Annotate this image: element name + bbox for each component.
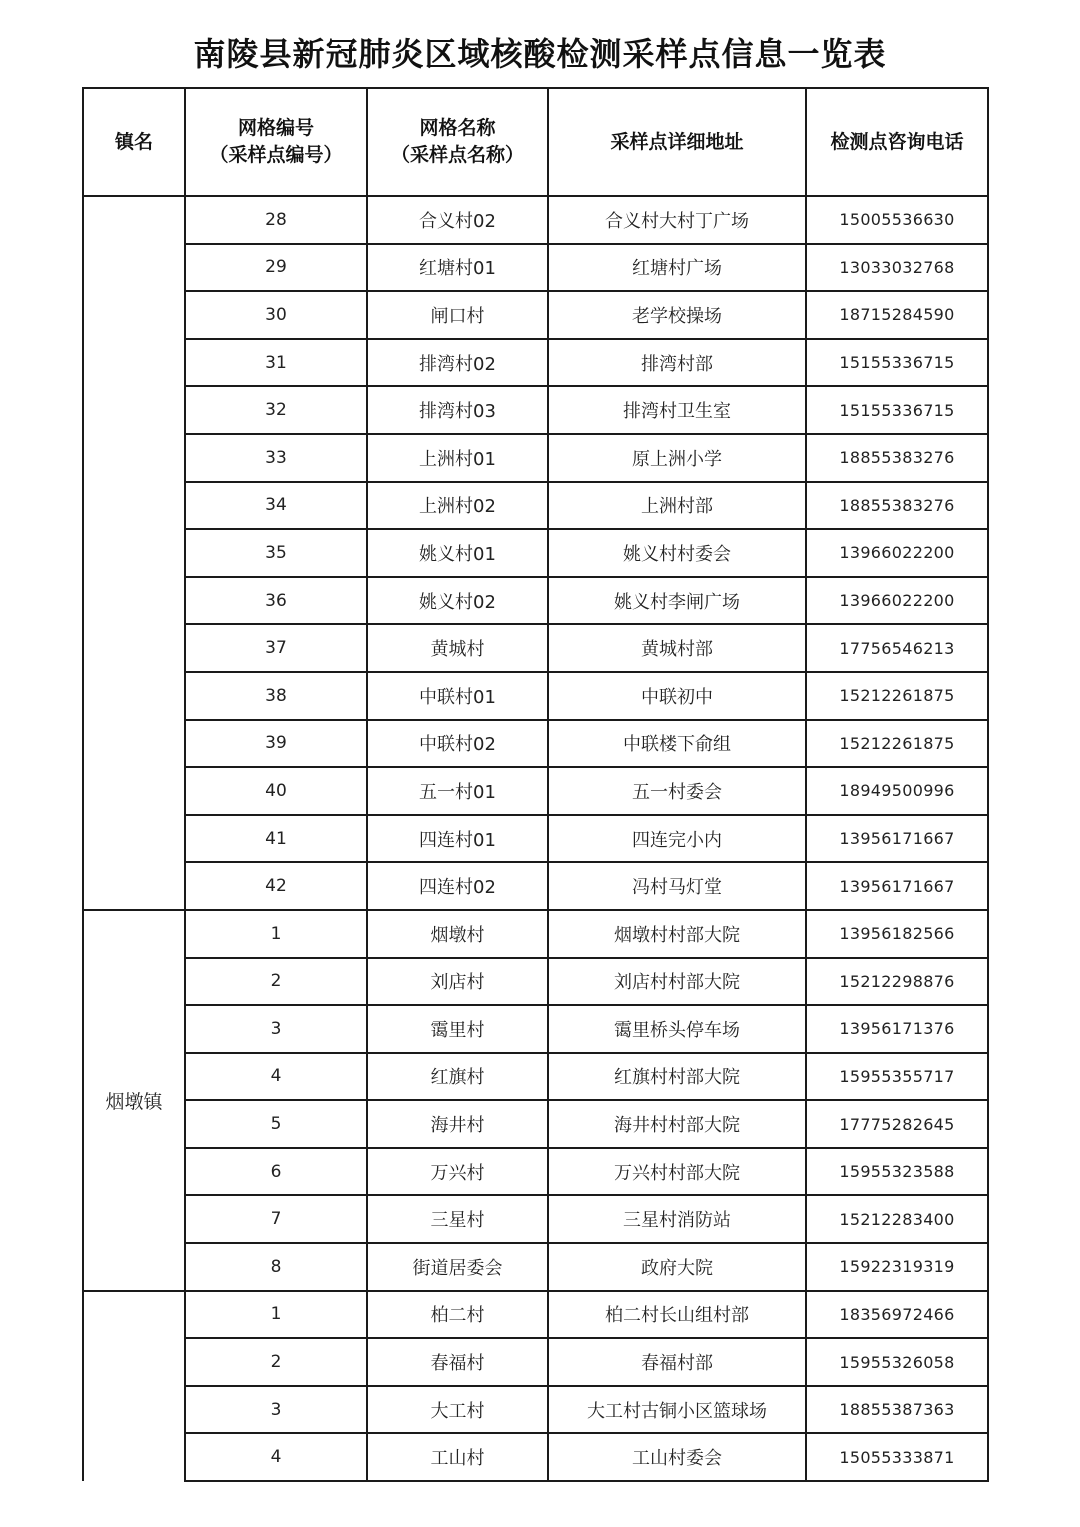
table-row [83, 386, 988, 434]
address-cell: 海井村村部大院 [548, 1100, 806, 1148]
grid-name-cell: 姚义村02 [367, 577, 548, 625]
grid-name-cell: 霭里村 [367, 1005, 548, 1053]
header-town: 镇名 [83, 88, 185, 196]
grid-name-cell: 五一村01 [367, 767, 548, 815]
phone-cell: 15212261875 [806, 672, 988, 720]
header-grid-number-line2: （采样点编号） [209, 144, 343, 166]
grid-number-cell: 4 [185, 1433, 367, 1481]
phone-cell: 15212298876 [806, 958, 988, 1006]
grid-number-cell: 5 [185, 1100, 367, 1148]
grid-name-cell: 红塘村01 [367, 244, 548, 292]
header-address: 采样点详细地址 [548, 88, 806, 196]
table-row [83, 1291, 988, 1339]
phone-cell: 13966022200 [806, 577, 988, 625]
phone-cell: 17775282645 [806, 1100, 988, 1148]
address-cell: 霭里桥头停车场 [548, 1005, 806, 1053]
grid-number-cell: 2 [185, 958, 367, 1006]
address-cell: 刘店村村部大院 [548, 958, 806, 1006]
table-row [83, 339, 988, 387]
town-cell [83, 1291, 185, 1481]
address-cell: 春福村部 [548, 1338, 806, 1386]
table-row [83, 291, 988, 339]
address-cell: 四连完小内 [548, 815, 806, 863]
address-cell: 万兴村村部大院 [548, 1148, 806, 1196]
phone-cell: 15212283400 [806, 1195, 988, 1243]
grid-name-cell: 四连村01 [367, 815, 548, 863]
address-cell: 原上洲小学 [548, 434, 806, 482]
grid-number-cell: 1 [185, 910, 367, 958]
grid-name-cell: 海井村 [367, 1100, 548, 1148]
grid-number-cell: 32 [185, 386, 367, 434]
table-row [83, 482, 988, 530]
town-cell: 烟墩镇 [83, 910, 185, 1291]
sampling-sites-table [82, 87, 989, 1482]
address-cell: 合义村大村丁广场 [548, 196, 806, 244]
table-row [83, 862, 988, 910]
address-cell: 上洲村部 [548, 482, 806, 530]
grid-name-cell: 三星村 [367, 1195, 548, 1243]
phone-cell: 15155336715 [806, 386, 988, 434]
grid-number-cell: 34 [185, 482, 367, 530]
header-grid-name [367, 88, 548, 196]
address-cell: 姚义村李闸广场 [548, 577, 806, 625]
grid-number-cell: 33 [185, 434, 367, 482]
address-cell: 姚义村村委会 [548, 529, 806, 577]
phone-cell: 18855383276 [806, 482, 988, 530]
grid-name-cell: 上洲村02 [367, 482, 548, 530]
grid-name-cell: 大工村 [367, 1386, 548, 1434]
table-row [83, 958, 988, 1006]
phone-cell: 15922319319 [806, 1243, 988, 1291]
grid-name-cell: 万兴村 [367, 1148, 548, 1196]
phone-cell: 15955326058 [806, 1338, 988, 1386]
grid-name-cell: 黄城村 [367, 624, 548, 672]
header-grid-number-line1: 网格编号 [237, 117, 314, 139]
address-cell: 排湾村卫生室 [548, 386, 806, 434]
grid-name-cell: 姚义村01 [367, 529, 548, 577]
table-row [83, 1243, 988, 1291]
address-cell: 柏二村长山组村部 [548, 1291, 806, 1339]
phone-cell: 13966022200 [806, 529, 988, 577]
grid-name-cell: 中联村02 [367, 720, 548, 768]
grid-name-cell: 刘店村 [367, 958, 548, 1006]
table-row [83, 767, 988, 815]
grid-name-cell: 红旗村 [367, 1053, 548, 1101]
table-row [83, 815, 988, 863]
phone-cell: 18855383276 [806, 434, 988, 482]
table-row [83, 624, 988, 672]
grid-number-cell: 42 [185, 862, 367, 910]
table-row [83, 1148, 988, 1196]
grid-number-cell: 2 [185, 1338, 367, 1386]
phone-cell: 15005536630 [806, 196, 988, 244]
grid-number-cell: 41 [185, 815, 367, 863]
grid-number-cell: 37 [185, 624, 367, 672]
grid-number-cell: 40 [185, 767, 367, 815]
grid-name-cell: 柏二村 [367, 1291, 548, 1339]
header-grid-name-line2: （采样点名称） [390, 144, 524, 166]
page-title: 南陵县新冠肺炎区域核酸检测采样点信息一览表 [193, 35, 887, 73]
grid-number-cell: 28 [185, 196, 367, 244]
header-grid-name-line1: 网格名称 [419, 117, 496, 139]
table-row [83, 1005, 988, 1053]
table-row [83, 1386, 988, 1434]
phone-cell: 18356972466 [806, 1291, 988, 1339]
grid-number-cell: 31 [185, 339, 367, 387]
grid-name-cell: 中联村01 [367, 672, 548, 720]
grid-number-cell: 1 [185, 1291, 367, 1339]
address-cell: 中联初中 [548, 672, 806, 720]
phone-cell: 13033032768 [806, 244, 988, 292]
grid-number-cell: 35 [185, 529, 367, 577]
table-row [83, 672, 988, 720]
table-row [83, 196, 988, 244]
table-row [83, 577, 988, 625]
grid-number-cell: 30 [185, 291, 367, 339]
grid-name-cell: 排湾村02 [367, 339, 548, 387]
header-grid-number [185, 88, 367, 196]
grid-number-cell: 6 [185, 1148, 367, 1196]
table-row [83, 910, 988, 958]
grid-name-cell: 四连村02 [367, 862, 548, 910]
address-cell: 三星村消防站 [548, 1195, 806, 1243]
phone-cell: 18715284590 [806, 291, 988, 339]
table-row [83, 1195, 988, 1243]
address-cell: 黄城村部 [548, 624, 806, 672]
address-cell: 政府大院 [548, 1243, 806, 1291]
grid-number-cell: 39 [185, 720, 367, 768]
header-row [83, 88, 988, 196]
address-cell: 红旗村村部大院 [548, 1053, 806, 1101]
town-cell [83, 196, 185, 910]
address-cell: 五一村委会 [548, 767, 806, 815]
table-row [83, 1433, 988, 1481]
grid-number-cell: 3 [185, 1005, 367, 1053]
grid-number-cell: 38 [185, 672, 367, 720]
phone-cell: 13956182566 [806, 910, 988, 958]
phone-cell: 15212261875 [806, 720, 988, 768]
table-row [83, 244, 988, 292]
phone-cell: 18855387363 [806, 1386, 988, 1434]
address-cell: 中联楼下俞组 [548, 720, 806, 768]
phone-cell: 17756546213 [806, 624, 988, 672]
grid-number-cell: 3 [185, 1386, 367, 1434]
grid-number-cell: 8 [185, 1243, 367, 1291]
grid-name-cell: 工山村 [367, 1433, 548, 1481]
table-row [83, 1338, 988, 1386]
address-cell: 大工村古铜小区篮球场 [548, 1386, 806, 1434]
grid-name-cell: 闸口村 [367, 291, 548, 339]
phone-cell: 13956171667 [806, 862, 988, 910]
phone-cell: 15155336715 [806, 339, 988, 387]
address-cell: 冯村马灯堂 [548, 862, 806, 910]
table-row [83, 1053, 988, 1101]
grid-number-cell: 36 [185, 577, 367, 625]
grid-number-cell: 4 [185, 1053, 367, 1101]
grid-number-cell: 7 [185, 1195, 367, 1243]
grid-name-cell: 合义村02 [367, 196, 548, 244]
phone-cell: 13956171667 [806, 815, 988, 863]
phone-cell: 13956171376 [806, 1005, 988, 1053]
table-row [83, 1100, 988, 1148]
header-phone: 检测点咨询电话 [806, 88, 988, 196]
table-row [83, 434, 988, 482]
table-row [83, 529, 988, 577]
address-cell: 红塘村广场 [548, 244, 806, 292]
address-cell: 工山村委会 [548, 1433, 806, 1481]
grid-number-cell: 29 [185, 244, 367, 292]
grid-name-cell: 烟墩村 [367, 910, 548, 958]
address-cell: 排湾村部 [548, 339, 806, 387]
address-cell: 烟墩村村部大院 [548, 910, 806, 958]
grid-name-cell: 春福村 [367, 1338, 548, 1386]
grid-name-cell: 上洲村01 [367, 434, 548, 482]
table-row [83, 720, 988, 768]
address-cell: 老学校操场 [548, 291, 806, 339]
phone-cell: 15055333871 [806, 1433, 988, 1481]
phone-cell: 15955355717 [806, 1053, 988, 1101]
grid-name-cell: 排湾村03 [367, 386, 548, 434]
table-body [83, 196, 988, 1481]
phone-cell: 18949500996 [806, 767, 988, 815]
phone-cell: 15955323588 [806, 1148, 988, 1196]
grid-name-cell: 街道居委会 [367, 1243, 548, 1291]
